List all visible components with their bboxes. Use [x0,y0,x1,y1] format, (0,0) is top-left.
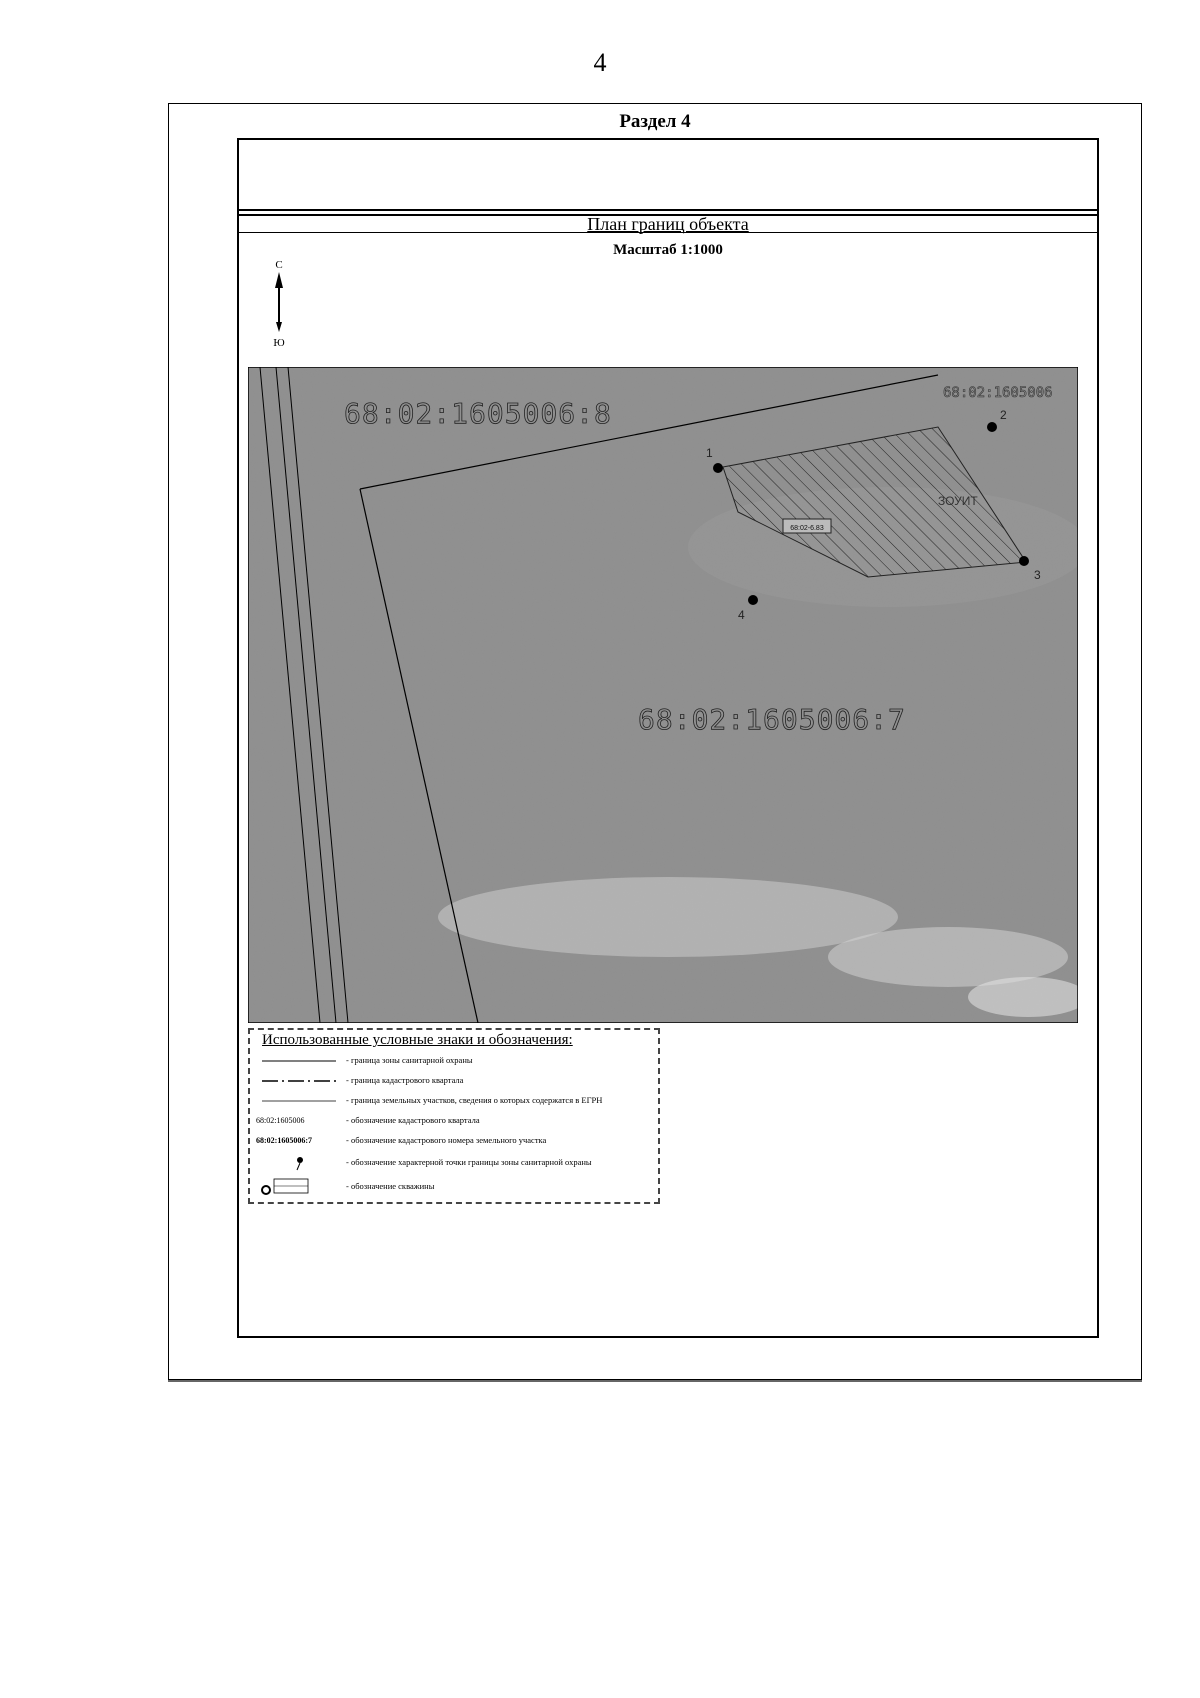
parcel-label-main: 68:02:1605006:7 [638,703,906,736]
dash-dot-line-icon [256,1072,342,1090]
north-label: С [275,259,283,271]
point-label-1: 1 [706,446,713,460]
thin-line-icon [256,1092,342,1110]
legend-item [250,1154,658,1172]
legend-item-text: - обозначение кадастрового квартала [346,1115,480,1125]
boundary-point [1019,556,1029,566]
boundary-point [713,463,723,473]
solid-line-icon [256,1052,342,1070]
boundary-point-icon [256,1154,342,1172]
north-arrow-icon [266,256,292,348]
section-title: Раздел 4 [619,111,691,132]
boundary-point [748,595,758,605]
legend-item-text: - граница земельных участков, сведения о которых содержатся в ЕГРН [346,1095,603,1105]
legend [248,1028,660,1204]
legend-item [250,1072,658,1090]
point-label-2: 2 [1000,408,1007,422]
quarter-number-symbol: 68:02:1605006 [256,1116,305,1125]
south-label: Ю [273,337,285,348]
legend-item-text: - обозначение кадастрового номера земельного участка [346,1135,547,1145]
page-number: 4 [593,48,607,77]
legend-item-text: - граница кадастрового квартала [346,1075,464,1085]
legend-title: Использованные условные знаки и обозначения: [262,1032,573,1048]
boundary-plan-map [248,367,1078,1023]
plan-title: План границ объекта [237,214,1099,233]
point-label-4: 4 [738,608,745,622]
legend-item-text: - граница зоны санитарной охраны [346,1055,473,1065]
empty-header-cell [237,138,1099,211]
legend-item [250,1092,658,1110]
parcel-label-upper-right: 68:02:1605006 [943,385,1053,401]
legend-item [250,1132,658,1150]
zone-label: 68:02-6.83 [790,525,824,532]
hatched-area-label: ЗОУИТ [938,494,978,508]
point-label-3: 3 [1034,568,1041,582]
page-bottom-line [168,1380,1142,1382]
legend-item-text: - обозначение скважины [346,1181,435,1191]
parcel-number-symbol: 68:02:1605006:7 [256,1136,312,1145]
parcel-label-upper-left: 68:02:1605006:8 [344,397,612,430]
legend-item [250,1178,658,1196]
scale-label: Масштаб 1:1000 [613,242,723,258]
legend-item [250,1112,658,1130]
well-icon [256,1178,342,1196]
legend-item-text: - обозначение характерной точки границы зоны санитарной охраны [346,1157,592,1167]
boundary-point [987,422,997,432]
legend-item [250,1052,658,1070]
